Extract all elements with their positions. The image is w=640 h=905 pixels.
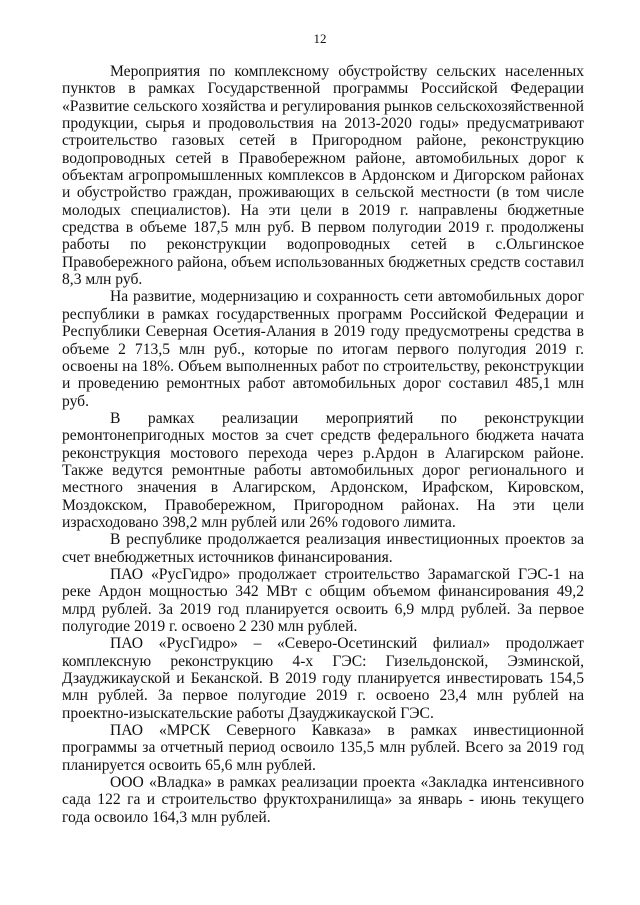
paragraph-vladka: ООО «Владка» в рамках реализации проекта «Закладка интенсивного сада 122 га и строительство фруктохранилища» за январь - июнь текущего года освоило 164,3 млн рублей. [62,774,584,826]
paragraph-rushydro-zaramag: ПАО «РусГидро» продолжает строительство Зарамагской ГЭС-1 на реке Ардон мощностью 342 МВт с общим объемом финансирования 49,2 млрд рублей. За 2019 год планируется освоить 6,9 млрд рублей. За первое полугодие 2019 г. освоено 2 230 млн рублей. [62,565,584,635]
paragraph-mrsk: ПАО «МРСК Северного Кавказа» в рамках инвестиционной программы за отчетный период освоило 135,5 млн рублей. Всего за 2019 год планируется освоить 65,6 млн рублей. [62,722,584,774]
paragraph-rushydro-branch: ПАО «РусГидро» – «Северо-Осетинский филиал» продолжает комплексную реконструкцию 4-х ГЭС: Гизельдонской, Эзминской, Дзауджикауской и Беканской. В 2019 году планируется инвестировать 154,5 млн рублей. За первое полугодие 2019 г. освоено 23,4 млн рублей на проектно-изыскательские работы Дзауджикауской ГЭС. [62,635,584,722]
paragraph-investment-projects: В республике продолжается реализация инвестиционных проектов за счет внебюджетных источников финансирования. [62,531,584,566]
paragraph-road-network: На развитие, модернизацию и сохранность сети автомобильных дорог республики в рамках государственных программ Российской Федерации и Республики Северная Осетия-Алания в 2019 году предусмотрены средства в объеме 2 713,5 млн руб., которые по итогам первого полугодия 2019 г. освоены на 18%. Объем выполненных работ по строительству, реконструкции и проведению ремонтных работ автомобильных дорог составил 485,1 млн руб. [62,288,584,410]
page-number: 12 [313,31,327,46]
paragraph-bridge-reconstruction: В рамках реализации мероприятий по реконструкции ремонтонепригодных мостов за счет средств федерального бюджета начата реконструкция мостового перехода через р.Ардон в Алагирском районе. Также ведутся ремонтные работы автомобильных дорог регионального и местного значения в Алагирском, Ардонском, Ирафском, Кировском, Моздокском, Правобережном, Пригородном районах. На эти цели израсходовано 398,2 млн рублей или 26% годового лимита. [62,409,584,531]
document-body [62,63,584,826]
paragraph-rural-settlements: Мероприятия по комплексному обустройству сельских населенных пунктов в рамках Государственной программы Российской Федерации «Развитие сельского хозяйства и регулирования рынков сельскохозяйственной продукции, сырья и продовольствия на 2013-2020 годы» предусматривают строительство газовых сетей в Пригородном районе, реконструкцию водопроводных сетей в Правобережном районе, автомобильных дорог к объектам агропромышленных комплексов в Ардонском и Дигорском районах и обустройство граждан, проживающих в сельской местности (в том числе молодых специалистов). На эти цели в 2019 г. направлены бюджетные средства в объеме 187,5 млн руб. В первом полугодии 2019 г. продолжены работы по реконструкции водопроводных сетей в с.Ольгинское Правобережного района, объем использованных бюджетных средств составил 8,3 млн руб. [62,63,584,289]
